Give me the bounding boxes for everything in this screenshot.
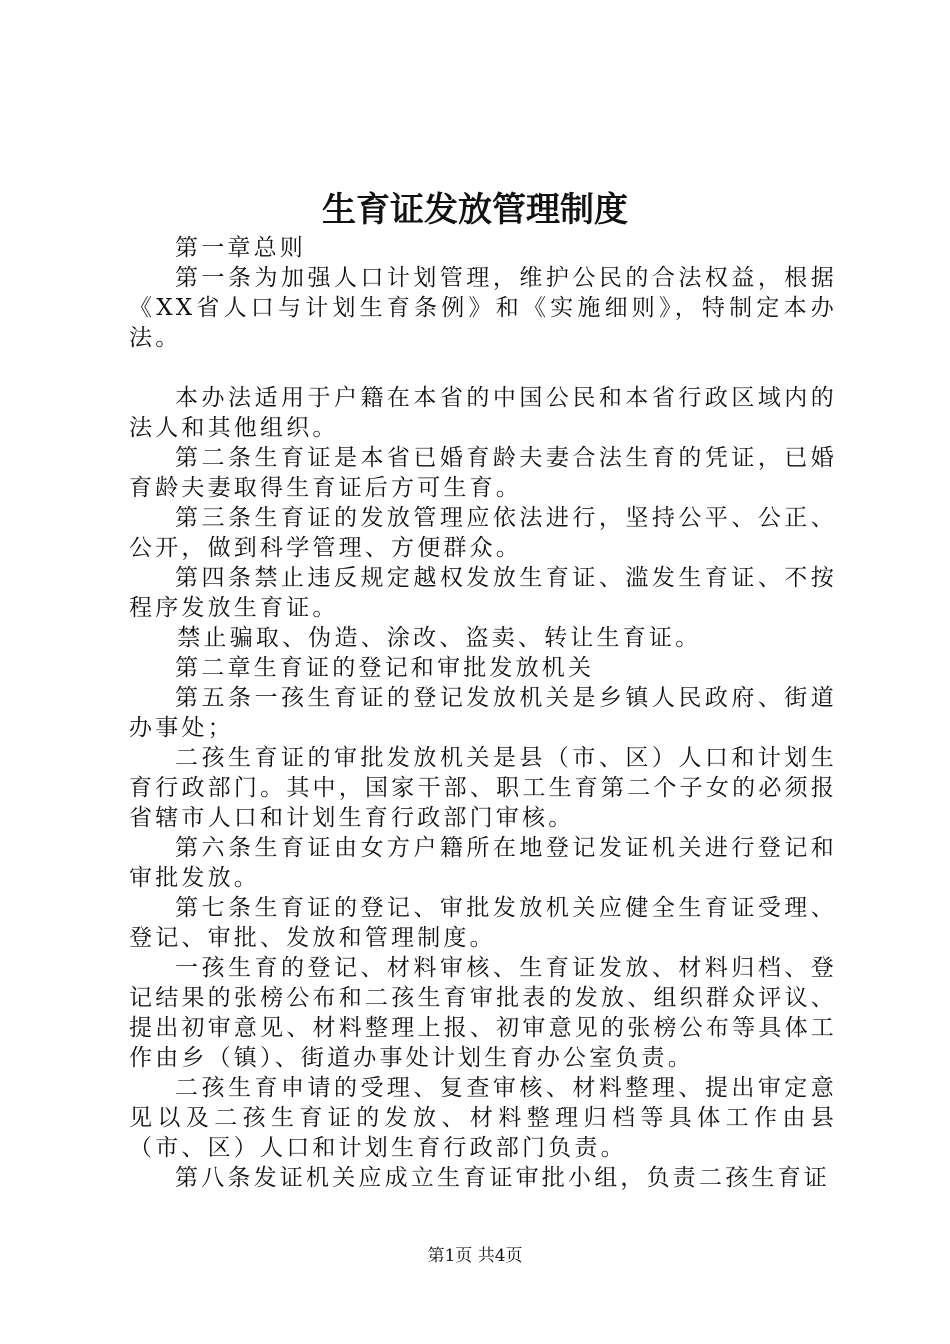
paragraph: 第八条发证机关应成立生育证审批小组，负责二孩生育证: [175, 1165, 830, 1191]
paragraph: 本办法适用于户籍在本省的中国公民和本省行政区域内的法人和其他组织。: [129, 385, 837, 441]
paragraph: 第一条为加强人口计划管理，维护公民的合法权益，根据《XX省人口与计划生育条例》和《实施细则》，特制定本办法。: [129, 265, 837, 351]
chapter-heading: 第一章总则: [175, 235, 306, 261]
paragraph: 第二条生育证是本省已婚育龄夫妻合法生育的凭证，已婚育龄夫妻取得生育证后方可生育。: [129, 445, 837, 501]
paragraph: 第七条生育证的登记、审批发放机关应健全生育证受理、登记、审批、发放和管理制度。: [129, 895, 837, 951]
paragraph: 禁止骗取、伪造、涂改、盗卖、转让生育证。: [177, 625, 702, 651]
paragraph: 二孩生育证的审批发放机关是县（市、区）人口和计划生育行政部门。其中，国家干部、职工生育第二个子女的必须报省辖市人口和计划生育行政部门审核。: [129, 745, 837, 831]
chapter-heading: 第二章生育证的登记和审批发放机关: [175, 655, 595, 681]
document-body: [129, 233, 837, 1193]
paragraph: 第六条生育证由女方户籍所在地登记发证机关进行登记和审批发放。: [129, 835, 837, 891]
paragraph: 第五条一孩生育证的登记发放机关是乡镇人民政府、街道办事处；: [129, 685, 837, 741]
paragraph: 第三条生育证的发放管理应依法进行，坚持公平、公正、公开，做到科学管理、方便群众。: [129, 505, 837, 561]
paragraph: 二孩生育申请的受理、复查审核、材料整理、提出审定意见以及二孩生育证的发放、材料整理归档等具体工作由县（市、区）人口和计划生育行政部门负责。: [129, 1075, 837, 1161]
page-footer: 第1页 共4页: [427, 1246, 523, 1266]
paragraph: 一孩生育的登记、材料审核、生育证发放、材料归档、登记结果的张榜公布和二孩生育审批表的发放、组织群众评议、提出初审意见、材料整理上报、初审意见的张榜公布等具体工作由乡（镇）、街道办事处计划生育办公室负责。: [129, 955, 837, 1071]
paragraph: 第四条禁止违反规定越权发放生育证、滥发生育证、不按程序发放生育证。: [129, 565, 837, 621]
document-title: 生育证发放管理制度: [322, 190, 628, 230]
